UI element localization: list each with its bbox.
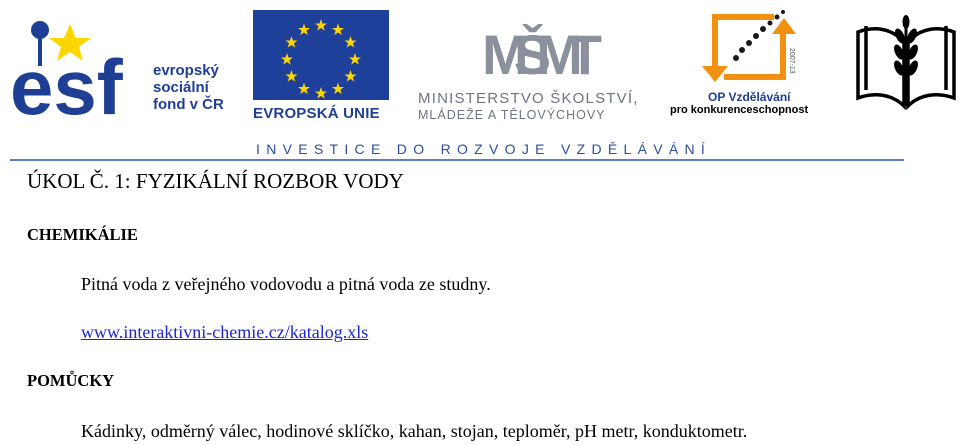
msmt-logo xyxy=(418,2,668,124)
esf-line-3: fond v ČR xyxy=(153,96,224,113)
esf-mark-icon xyxy=(10,10,145,122)
tools-text: Kádinky, odměrný válec, hodinové sklíčko, kahan, stojan, teploměr, pH metr, konduktometr. xyxy=(81,421,748,441)
tagline: INVESTICE DO ROZVOJE VZDĚLÁVÁNÍ xyxy=(256,141,712,157)
msmt-mark-icon xyxy=(480,2,605,86)
msmt-letters: MŠMT xyxy=(482,23,602,86)
esf-logo xyxy=(10,10,245,122)
book-wheat-icon xyxy=(852,6,960,114)
chemicals-text: Pitná voda z veřejného vodovodu a pitná voda ze studny. xyxy=(81,274,491,294)
op-logo xyxy=(668,6,830,118)
logo-bar xyxy=(0,0,960,160)
heading-tools: POMŮCKY xyxy=(27,371,115,390)
eu-logo xyxy=(251,10,391,125)
esf-line-2: sociální xyxy=(153,79,209,96)
op-arrows-icon xyxy=(702,6,802,88)
catalog-link[interactable]: www.interaktivni-chemie.cz/katalog.xls xyxy=(81,322,369,342)
esf-line-1: evropský xyxy=(153,62,219,79)
msmt-line-1: MINISTERSTVO ŠKOLSTVÍ, xyxy=(418,90,639,107)
eu-label: EVROPSKÁ UNIE xyxy=(253,105,380,122)
msmt-line-2: MLÁDEŽE A TĚLOVÝCHOVY xyxy=(418,108,606,122)
op-line-2: pro konkurenceschopnost xyxy=(670,104,809,116)
page-title: ÚKOL Č. 1: FYZIKÁLNÍ ROZBOR VODY xyxy=(27,169,404,193)
esf-letters: esf xyxy=(10,43,123,122)
eu-flag-icon xyxy=(253,10,389,100)
op-badge: 2007-13 xyxy=(788,48,795,74)
heading-chemicals: CHEMIKÁLIE xyxy=(27,225,138,244)
header-rule xyxy=(10,159,904,161)
op-line-1: OP Vzdělávání xyxy=(708,90,791,104)
